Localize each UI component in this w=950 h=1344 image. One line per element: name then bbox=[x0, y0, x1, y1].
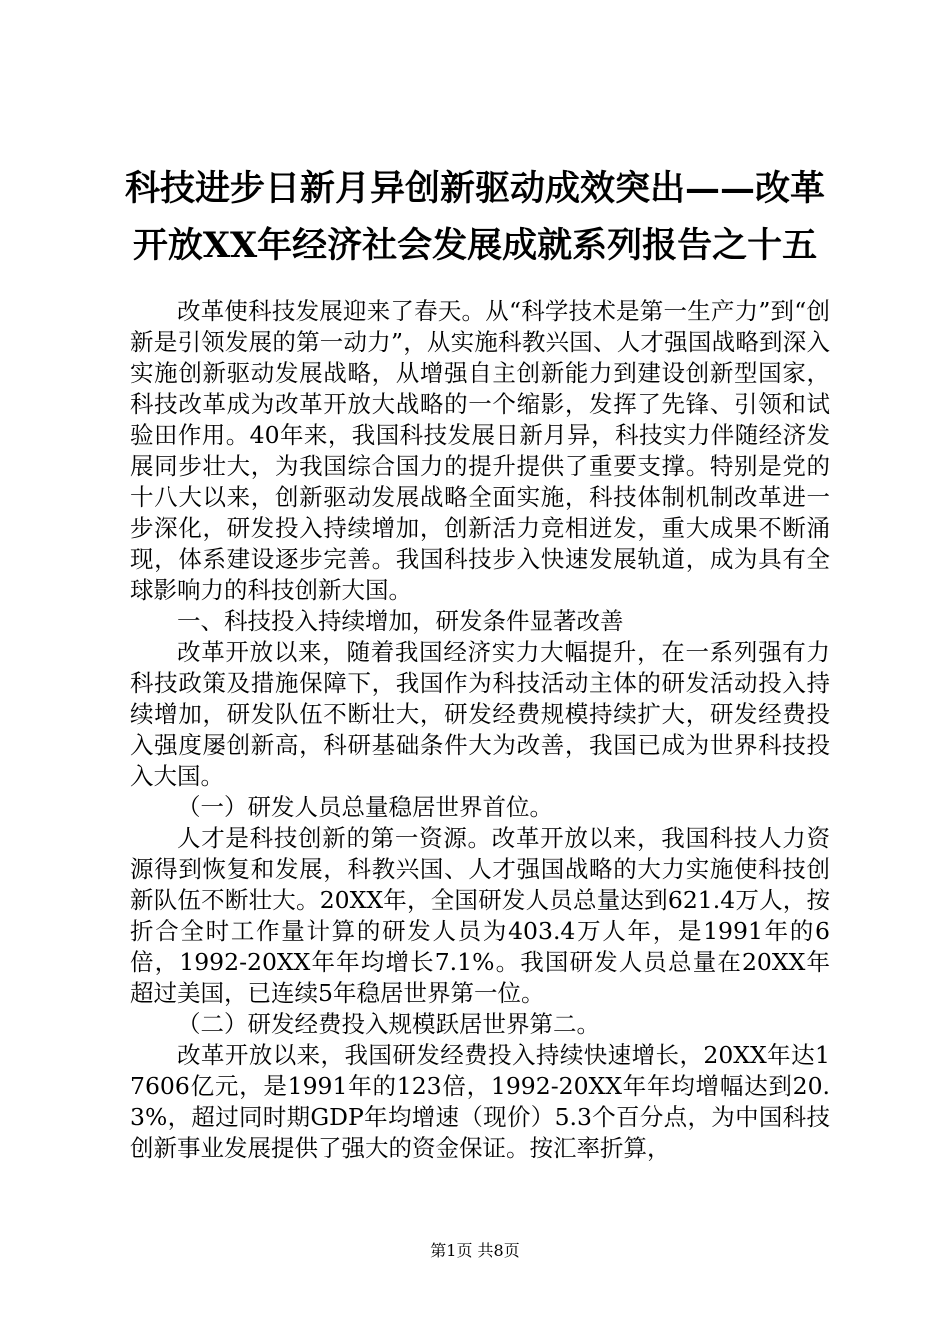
title-line-1: 科技进步日新月异创新驱动成效突出——改革 bbox=[124, 168, 825, 209]
subsection-heading-1: （一）研发人员总量稳居世界首位。 bbox=[177, 793, 553, 821]
document-title bbox=[110, 160, 840, 274]
title-line-2: 开放XX年经济社会发展成就系列报告之十五 bbox=[132, 225, 818, 266]
section-heading-1: 一、科技投入持续增加，研发条件显著改善 bbox=[177, 607, 624, 635]
intro-paragraph: 改革使科技发展迎来了春天。从“科学技术是第一生产力”到“创新是引领发展的第一动力”，从实施科教兴国、人才强国战略到深入实施创新驱动发展战略，从增强自主创新能力到建设创新型国家，科技改革成为改革开放大战略的一个缩影，发挥了先锋、引领和试验田作用。40年来，我国科技发展日新月异，科技实力伴随经济发展同步壮大，为我国综合国力的提升提供了重要支撑。特别是党的十八大以来，创新驱动发展战略全面实施，科技体制机制改革进一步深化，研发投入持续增加，创新活力竞相迸发，重大成果不断涌现，体系建设逐步完善。我国科技步入快速发展轨道，成为具有全球影响力的科技创新大国。 bbox=[130, 297, 830, 604]
subsection-heading-2: （二）研发经费投入规模跃居世界第二。 bbox=[177, 1010, 600, 1038]
document-body bbox=[130, 296, 830, 1164]
subsection-2-paragraph: 改革开放以来，我国研发经费投入持续快速增长，20XX年达17606亿元，是1991年的123倍，1992-20XX年年均增幅达到20.3%，超过同时期GDP年均增速（现价）5.3个百分点，为中国科技创新事业发展提供了强大的资金保证。按汇率折算， bbox=[130, 1041, 830, 1162]
page-footer: 第1页 共8页 bbox=[430, 1241, 520, 1260]
section-1-paragraph: 改革开放以来，随着我国经济实力大幅提升，在一系列强有力科技政策及措施保障下，我国作为科技活动主体的研发活动投入持续增加，研发队伍不断壮大，研发经费规模持续扩大，研发经费投入强度屡创新高，科研基础条件大为改善，我国已成为世界科技投入大国。 bbox=[130, 638, 830, 790]
subsection-1-paragraph: 人才是科技创新的第一资源。改革开放以来，我国科技人力资源得到恢复和发展，科教兴国、人才强国战略的大力实施使科技创新队伍不断壮大。20XX年，全国研发人员总量达到621.4万人，按折合全时工作量计算的研发人员为403.4万人年，是1991年的6倍，1992-20XX年年均增长7.1%。我国研发人员总量在20XX年超过美国，已连续5年稳居世界第一位。 bbox=[130, 824, 830, 1007]
